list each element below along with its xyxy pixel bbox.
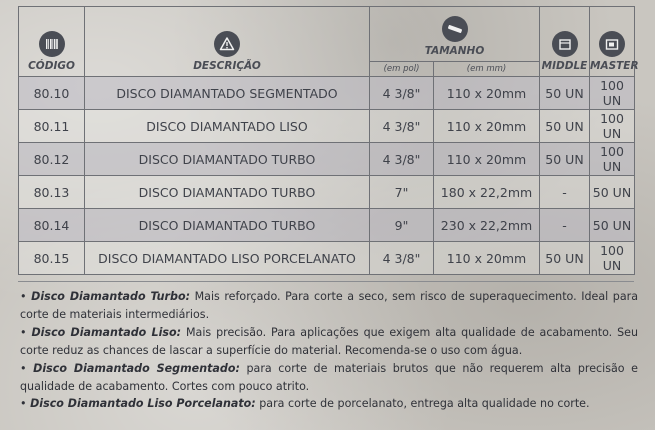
note-item [20,395,638,413]
cell-pol: 4 3/8" [370,143,434,176]
cell-descricao: DISCO DIAMANTADO LISO [85,110,370,143]
barcode-icon [39,31,65,57]
cell-middle: - [540,176,590,209]
cell-master: 50 UN [590,176,635,209]
cell-middle: 50 UN [540,110,590,143]
header-tamanho-pol: (em pol) [370,62,434,77]
warning-icon [214,31,240,57]
note-text: para corte de porcelanato, entrega alta qualidade no corte. [255,397,590,411]
cell-master: 50 UN [590,209,635,242]
product-table-wrapper [18,6,639,275]
cell-codigo: 80.10 [19,77,85,110]
cell-pol: 9" [370,209,434,242]
note-item [20,324,638,360]
note-text: para corte de materiais brutos que não requerem alta precisão e qualidade de acabamento. Cortes com pouco atrito. [20,361,639,393]
cell-pol: 4 3/8" [370,110,434,143]
note-bullet: • [20,325,27,339]
cell-master: 100 UN [590,77,635,110]
cell-descricao: DISCO DIAMANTADO TURBO [85,143,370,176]
table-row [19,110,635,143]
divider-line [18,281,634,282]
product-notes [20,288,638,413]
cell-codigo: 80.12 [19,143,85,176]
note-text: Mais precisão. Para aplicações que exigem alta qualidade de acabamento. Seu corte reduz as chances de lascar a superfície do material. Recomenda-se o uso com água. [20,325,638,357]
header-descricao-label: DESCRIÇÃO [193,60,261,72]
cell-mm: 180 x 22,2mm [434,176,540,209]
cell-mm: 110 x 20mm [434,143,540,176]
table-row [19,176,635,209]
product-table [18,6,639,275]
cell-middle: 50 UN [540,77,590,110]
header-middle-label: MIDDLE [541,60,588,72]
header-tamanho-label: TAMANHO [424,45,485,57]
header-master [590,7,639,77]
cell-pol: 7" [370,176,434,209]
cell-codigo: 80.13 [19,176,85,209]
cell-codigo: 80.14 [19,209,85,242]
cell-pol: 4 3/8" [370,242,434,275]
cell-middle: - [540,209,590,242]
table-row [19,242,635,275]
cell-master: 100 UN [590,143,635,176]
header-master-label: MASTER [590,60,639,72]
header-tamanho-mm: (em mm) [434,62,540,77]
box-large-icon [599,31,625,57]
note-title: Disco Diamantado Liso: [31,325,182,339]
note-bullet: • [20,361,27,375]
note-bullet: • [20,290,27,303]
note-bullet: • [20,397,27,411]
cell-master: 100 UN [590,110,635,143]
header-descricao [85,7,370,77]
table-row [19,77,635,110]
header-tamanho [370,7,540,62]
cell-mm: 110 x 20mm [434,77,540,110]
note-item [20,360,638,396]
disc-icon [442,16,468,42]
cell-descricao: DISCO DIAMANTADO TURBO [85,176,370,209]
cell-middle: 50 UN [540,242,590,275]
header-middle [540,7,590,77]
table-row [19,209,635,242]
cell-descricao: DISCO DIAMANTADO TURBO [85,209,370,242]
cell-mm: 230 x 22,2mm [434,209,540,242]
cell-mm: 110 x 20mm [434,242,540,275]
cell-codigo: 80.11 [19,110,85,143]
table-row [19,143,635,176]
note-text: Mais reforçado. Para corte a seco, sem risco de superaquecimento. Ideal para corte de materiais intermediários. [20,290,638,321]
note-title: Disco Diamantado Segmentado: [33,361,240,375]
header-codigo [19,7,85,77]
header-codigo-label: CÓDIGO [28,60,75,72]
note-title: Disco Diamantado Liso Porcelanato: [30,397,256,411]
note-title: Disco Diamantado Turbo: [31,290,191,303]
box-small-icon [552,31,578,57]
cell-master: 100 UN [590,242,635,275]
cell-mm: 110 x 20mm [434,110,540,143]
cell-pol: 4 3/8" [370,77,434,110]
cell-codigo: 80.15 [19,242,85,275]
cell-descricao: DISCO DIAMANTADO SEGMENTADO [85,77,370,110]
cell-descricao: DISCO DIAMANTADO LISO PORCELANATO [85,242,370,275]
note-item [20,288,638,324]
cell-middle: 50 UN [540,143,590,176]
